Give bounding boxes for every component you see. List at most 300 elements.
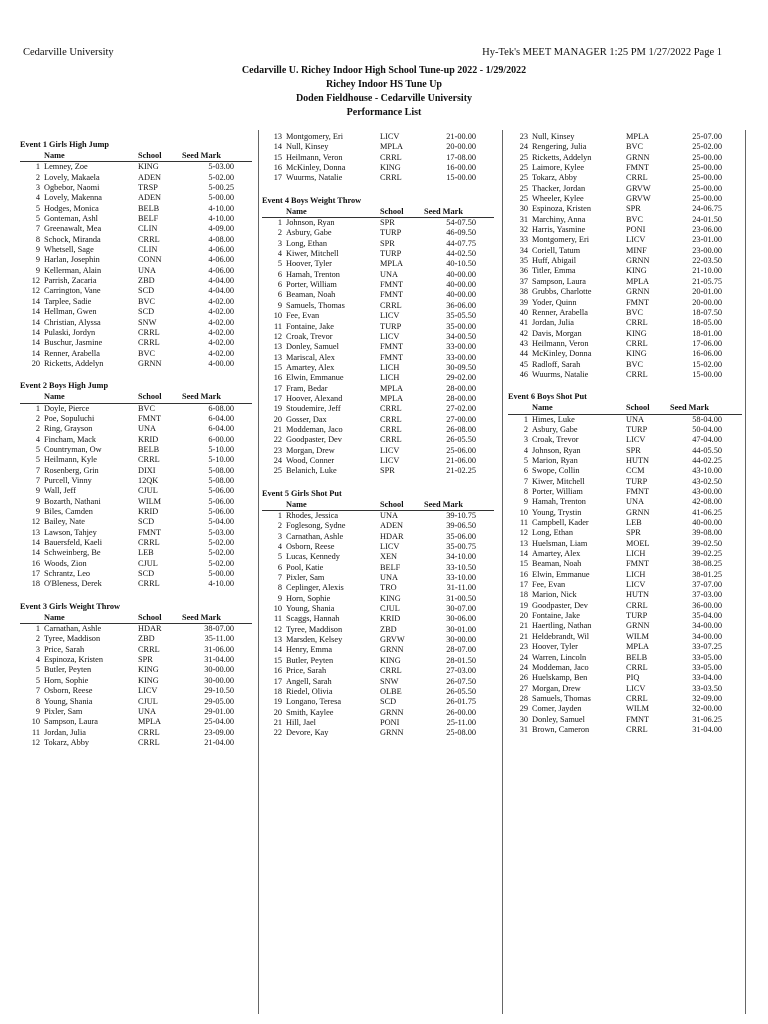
seed-mark: 26-01.75 (446, 697, 476, 707)
athlete-name: Osborn, Reese (44, 686, 93, 696)
athlete-name: Asbury, Gabe (286, 228, 332, 238)
header-school: School (380, 206, 404, 216)
seed-mark: 4-10.00 (208, 214, 234, 224)
school: LICV (626, 683, 646, 693)
place: 46 (519, 369, 528, 379)
column-3 (508, 132, 742, 747)
school: LICV (626, 435, 646, 445)
athlete-name: Harlan, Josephin (44, 255, 100, 265)
table-row (508, 235, 742, 245)
school: SPR (626, 204, 641, 214)
place: 12 (31, 286, 40, 296)
seed-mark: 29-02.00 (446, 373, 476, 383)
athlete-name: Tokarz, Abby (44, 737, 90, 747)
place: 7 (523, 476, 528, 486)
athlete-name: Smith, Kaylee (286, 707, 334, 717)
athlete-name: Jordan, Julia (532, 318, 574, 328)
athlete-name: Poe, Sopuluchi (44, 413, 95, 423)
place: 2 (277, 521, 282, 531)
place: 21 (273, 424, 282, 434)
athlete-name: Young, Shania (44, 696, 93, 706)
school: TURP (626, 424, 648, 434)
school: KRID (138, 507, 159, 516)
place: 31 (519, 724, 528, 734)
place: 14 (273, 645, 282, 655)
table-row (20, 338, 252, 348)
seed-mark: 31-06.25 (692, 714, 722, 724)
place: 3 (523, 435, 528, 445)
table-row (508, 642, 742, 652)
school: UNA (138, 706, 156, 716)
seed-mark: 33-00.00 (446, 352, 476, 362)
seed-mark: 33-05.00 (692, 662, 722, 672)
athlete-name: Young, Trystin (532, 507, 582, 517)
seed-mark: 33-05.00 (692, 652, 722, 662)
place: 13 (31, 527, 40, 537)
school: ADEN (138, 193, 162, 203)
athlete-name: Radloff, Sarah (532, 359, 581, 369)
place: 12 (273, 331, 282, 341)
place: 9 (277, 593, 282, 603)
place: 6 (277, 280, 282, 290)
table-row (20, 497, 252, 507)
school: CRRL (626, 369, 648, 379)
place: 4 (523, 445, 528, 455)
table-row (20, 297, 252, 307)
table-row (508, 415, 742, 425)
table-row (20, 624, 252, 634)
athlete-name: Bozarth, Nathani (44, 496, 101, 506)
place: 7 (277, 573, 282, 583)
athlete-name: Fram, Bedar (286, 383, 328, 393)
school: CRRL (138, 644, 160, 654)
seed-mark: 31-06.00 (204, 644, 234, 654)
school: LEB (626, 518, 642, 528)
place: 4 (35, 434, 40, 444)
table-row (20, 455, 252, 465)
seed-mark: 30-00.00 (204, 665, 234, 675)
school: CRRL (138, 327, 160, 337)
school: MPLA (380, 142, 404, 152)
table-row (262, 456, 494, 466)
seed-mark: 46-09.50 (446, 228, 476, 238)
school: CJUL (138, 696, 158, 706)
table-row (20, 173, 252, 183)
table-row (508, 287, 742, 297)
seed-mark: 30-00.00 (446, 635, 476, 645)
athlete-name: Renner, Arabella (532, 307, 588, 317)
school: FMNT (380, 352, 404, 362)
table-row (508, 277, 742, 287)
athlete-name: Rosenberg, Grin (44, 465, 99, 475)
school: FMNT (626, 163, 650, 173)
seed-mark: 43-10.00 (692, 466, 722, 476)
table-row (508, 308, 742, 318)
seed-mark: 37-03.00 (692, 590, 722, 600)
athlete-name: Pool, Katie (286, 562, 324, 572)
place: 15 (273, 655, 282, 665)
athlete-name: Purcell, Vinny (44, 475, 92, 485)
place: 7 (35, 686, 40, 696)
school: CRRL (380, 414, 402, 424)
table-row (20, 538, 252, 548)
place: 6 (277, 290, 282, 300)
table-row (20, 255, 252, 265)
seed-mark: 25-00.00 (692, 163, 722, 173)
athlete-name: Lovely, Makaela (44, 172, 100, 182)
table-row (262, 466, 494, 476)
seed-mark: 35-00.75 (446, 542, 476, 552)
seed-mark: 5-06.00 (208, 496, 234, 506)
place: 25 (519, 152, 528, 162)
seed-mark: 5-00.00 (208, 193, 234, 203)
seed-mark: 37-07.00 (692, 580, 722, 590)
seed-mark: 35-05.50 (446, 311, 476, 321)
place: 13 (273, 352, 282, 362)
athlete-name: Hellman, Gwen (44, 307, 97, 317)
seed-mark: 6-04.00 (208, 424, 234, 434)
place: 1 (523, 414, 528, 424)
place: 6 (277, 269, 282, 279)
school: CRRL (626, 318, 648, 328)
table-row (508, 339, 742, 349)
table-row (262, 415, 494, 425)
seed-mark: 20-01.00 (692, 287, 722, 297)
place: 16 (519, 569, 528, 579)
seed-mark: 50-04.00 (692, 424, 722, 434)
school: MINF (626, 245, 647, 255)
place: 9 (35, 265, 40, 275)
athlete-name: Belanich, Luke (286, 466, 337, 476)
table-row (508, 466, 742, 476)
school: UNA (380, 511, 398, 520)
seed-mark: 21-05.75 (692, 276, 722, 286)
header-seed-mark: Seed Mark (182, 151, 221, 160)
athlete-name: Fincham, Mack (44, 434, 97, 444)
school: CRRL (626, 724, 648, 734)
athlete-name: Coriell, Tatum (532, 245, 581, 255)
place: 10 (31, 717, 40, 727)
athlete-name: Kellerman, Alain (44, 265, 102, 275)
athlete-name: Espinoza, Kristen (44, 655, 103, 665)
school: CRRL (380, 404, 402, 414)
athlete-name: Hamah, Trenton (532, 497, 586, 507)
athlete-name: Fontaine, Jake (532, 611, 580, 621)
table-row (262, 635, 494, 645)
school: OLBE (380, 686, 402, 696)
table-row (508, 497, 742, 507)
seed-mark: 20-00.00 (446, 142, 476, 152)
place: 38 (519, 287, 528, 297)
table-row (508, 549, 742, 559)
school: CRRL (380, 152, 402, 162)
place: 12 (519, 528, 528, 538)
seed-mark: 4-02.00 (208, 296, 234, 306)
table-row (20, 414, 252, 424)
table-row (262, 728, 494, 738)
table-row (508, 204, 742, 214)
header-school: School (138, 151, 162, 160)
athlete-name: Marion, Nick (532, 590, 577, 600)
table-row (508, 653, 742, 663)
athlete-name: Null, Kinsey (286, 142, 329, 152)
table-row (20, 214, 252, 224)
athlete-name: Porter, William (286, 280, 337, 290)
table-row (508, 632, 742, 642)
athlete-name: Marchiny, Anna (532, 214, 586, 224)
table-row (508, 611, 742, 621)
place: 8 (523, 487, 528, 496)
athlete-name: Lawson, Tahjey (44, 527, 97, 537)
school: CRRL (138, 579, 160, 589)
table-row (20, 349, 252, 359)
school: KING (626, 266, 647, 276)
place: 35 (519, 256, 528, 266)
seed-mark: 28-00.00 (446, 383, 476, 393)
table-row (262, 373, 494, 383)
school: FMNT (138, 413, 162, 423)
table-row (20, 476, 252, 486)
place: 2 (35, 413, 40, 423)
table-row (508, 142, 742, 152)
place: 14 (31, 327, 40, 337)
place: 26 (519, 673, 528, 683)
seed-mark: 22-03.50 (692, 256, 722, 266)
event-title: Event 3 Girls Weight Throw (20, 601, 121, 611)
athlete-name: Kiwer, Mitchell (286, 249, 339, 259)
seed-mark: 29-10.50 (204, 686, 234, 696)
header-left: Cedarville University (23, 47, 114, 58)
place: 5 (35, 203, 40, 213)
seed-mark: 5-00.00 (208, 569, 234, 579)
place: 2 (35, 634, 40, 644)
school: CCM (626, 466, 645, 476)
school: CRRL (138, 538, 160, 548)
school: SPR (380, 218, 395, 228)
athlete-name: Long, Ethan (532, 528, 574, 538)
place: 14 (31, 348, 40, 358)
school: CLIN (138, 245, 158, 255)
school: FMNT (626, 559, 650, 569)
athlete-name: Ricketts, Addelyn (532, 152, 592, 162)
event-block-continued (508, 132, 742, 380)
seed-mark: 4-02.00 (208, 338, 234, 348)
table-row (262, 404, 494, 414)
athlete-name: Heilmann, Veron (532, 338, 589, 348)
seed-mark: 26-08.00 (446, 424, 476, 434)
table-row (508, 456, 742, 466)
column-2 (262, 132, 494, 751)
header-school: School (626, 403, 650, 413)
table-row (20, 276, 252, 286)
seed-mark: 40-00.00 (692, 518, 722, 528)
table-row (262, 687, 494, 697)
school: CRRL (626, 600, 648, 610)
seed-mark: 35-06.00 (446, 531, 476, 541)
seed-mark: 38-07.00 (204, 624, 234, 634)
school: WILM (138, 496, 162, 506)
athlete-name: Warren, Lincoln (532, 652, 587, 662)
table-row (508, 435, 742, 445)
school: GRNN (626, 621, 650, 631)
table-row (262, 614, 494, 624)
table-row (262, 708, 494, 718)
place: 14 (519, 549, 528, 559)
table-row (508, 163, 742, 173)
seed-mark: 40-10.50 (446, 259, 476, 269)
table-row (508, 704, 742, 714)
place: 19 (273, 697, 282, 707)
table-row (262, 542, 494, 552)
school: CRRL (138, 727, 160, 737)
seed-mark: 26-05.50 (446, 686, 476, 696)
school: LICV (380, 455, 400, 465)
table-row (508, 329, 742, 339)
seed-mark: 4-02.00 (208, 327, 234, 337)
school: LICH (380, 373, 400, 383)
place: 17 (273, 173, 282, 183)
table-row (262, 249, 494, 259)
school: BVC (626, 307, 644, 317)
event-block (508, 392, 742, 735)
school: CJUL (380, 604, 400, 614)
place: 3 (277, 238, 282, 248)
table-row (262, 645, 494, 655)
place: 3 (277, 531, 282, 541)
header-seed-mark: Seed Mark (182, 392, 221, 402)
table-row (20, 445, 252, 455)
place: 2 (523, 424, 528, 434)
table-row (508, 246, 742, 256)
athlete-name: Hill, Jael (286, 717, 316, 727)
table-row (508, 425, 742, 435)
place: 42 (519, 328, 528, 338)
meet-title: Cedarville U. Richey Indoor High School Tune-up 2022 - 1/29/2022 (241, 65, 527, 76)
table-row (20, 328, 252, 338)
place: 4 (277, 249, 282, 259)
header-seed-mark: Seed Mark (424, 206, 463, 216)
seed-mark: 5-03.00 (208, 527, 234, 537)
seed-mark: 4-00.00 (208, 358, 234, 368)
table-row (262, 153, 494, 163)
seed-mark: 40-00.00 (446, 269, 476, 279)
school: CRRL (138, 338, 160, 348)
seed-mark: 23-09.00 (204, 727, 234, 737)
event-block-continued (262, 132, 494, 184)
table-row (508, 298, 742, 308)
school: GRNN (626, 507, 650, 517)
table-row (262, 342, 494, 352)
seed-mark: 18-01.00 (692, 328, 722, 338)
table-row (262, 322, 494, 332)
athlete-name: Hoover, Tyler (532, 642, 578, 652)
seed-mark: 21-04.00 (204, 737, 234, 747)
table-row (508, 508, 742, 518)
place: 21 (273, 717, 282, 727)
school: KING (138, 675, 159, 685)
place: 29 (519, 704, 528, 714)
table-row (262, 521, 494, 531)
athlete-name: Montgomery, Eri (286, 132, 344, 141)
athlete-name: Schock, Miranda (44, 234, 101, 244)
header-place (20, 151, 44, 161)
place: 7 (35, 465, 40, 475)
school: ZBD (138, 634, 155, 644)
athlete-name: Carrington, Vane (44, 286, 101, 296)
athlete-name: Beaman, Noah (286, 290, 336, 300)
athlete-name: Beaman, Noah (532, 559, 582, 569)
place: 14 (31, 548, 40, 558)
athlete-name: Osborn, Reese (286, 542, 335, 552)
place: 21 (519, 621, 528, 631)
table-row (508, 559, 742, 569)
seed-mark: 28-00.00 (446, 393, 476, 403)
school: GRNN (626, 256, 650, 266)
header-name: Name (44, 151, 65, 160)
seed-mark: 6-00.00 (208, 434, 234, 444)
table-row (508, 528, 742, 538)
place: 39 (519, 297, 528, 307)
seed-mark: 25-11.00 (446, 717, 476, 727)
seed-mark: 24-06.75 (692, 204, 722, 214)
place: 4 (35, 655, 40, 665)
seed-mark: 26-05.50 (446, 435, 476, 445)
seed-mark: 32-00.00 (692, 704, 722, 714)
athlete-name: Samuels, Thomas (286, 300, 345, 310)
table-row (20, 676, 252, 686)
athlete-name: Himes, Luke (532, 414, 575, 424)
school: TURP (626, 476, 648, 486)
athlete-name: Swope, Collin (532, 466, 580, 476)
table-row (508, 663, 742, 673)
school: UNA (380, 573, 398, 583)
seed-mark: 27-02.00 (446, 404, 476, 414)
school: SCD (138, 307, 155, 317)
school: KING (138, 162, 159, 172)
table-row (508, 673, 742, 683)
table-row (262, 228, 494, 238)
school: HUTN (626, 590, 650, 600)
athlete-name: Horn, Sophie (44, 675, 89, 685)
table-row (508, 590, 742, 600)
place: 25 (519, 173, 528, 183)
table-row (262, 425, 494, 435)
school: LICH (380, 362, 400, 372)
school: BVC (138, 296, 156, 306)
seed-mark: 4-10.00 (208, 203, 234, 213)
school: LICV (626, 580, 646, 590)
school: HDAR (138, 624, 162, 634)
table-row (20, 738, 252, 748)
seed-mark: 4-06.00 (208, 245, 234, 255)
place: 13 (273, 342, 282, 352)
school: FMNT (380, 280, 404, 290)
table-row (20, 266, 252, 276)
table-row (20, 245, 252, 255)
athlete-name: Wall, Jeff (44, 486, 76, 496)
school: BVC (626, 359, 644, 369)
athlete-name: Goodpaster, Dev (532, 600, 588, 610)
athlete-name: Carnathan, Ashle (44, 624, 102, 634)
school: TURP (380, 249, 402, 259)
athlete-name: Schweinberg, Be (44, 548, 101, 558)
school: LEB (138, 548, 154, 558)
school: CRRL (380, 666, 402, 676)
school: MPLA (380, 393, 404, 403)
place: 12 (31, 276, 40, 286)
athlete-name: Elwin, Emmanue (286, 373, 344, 383)
seed-mark: 23-06.00 (692, 225, 722, 235)
